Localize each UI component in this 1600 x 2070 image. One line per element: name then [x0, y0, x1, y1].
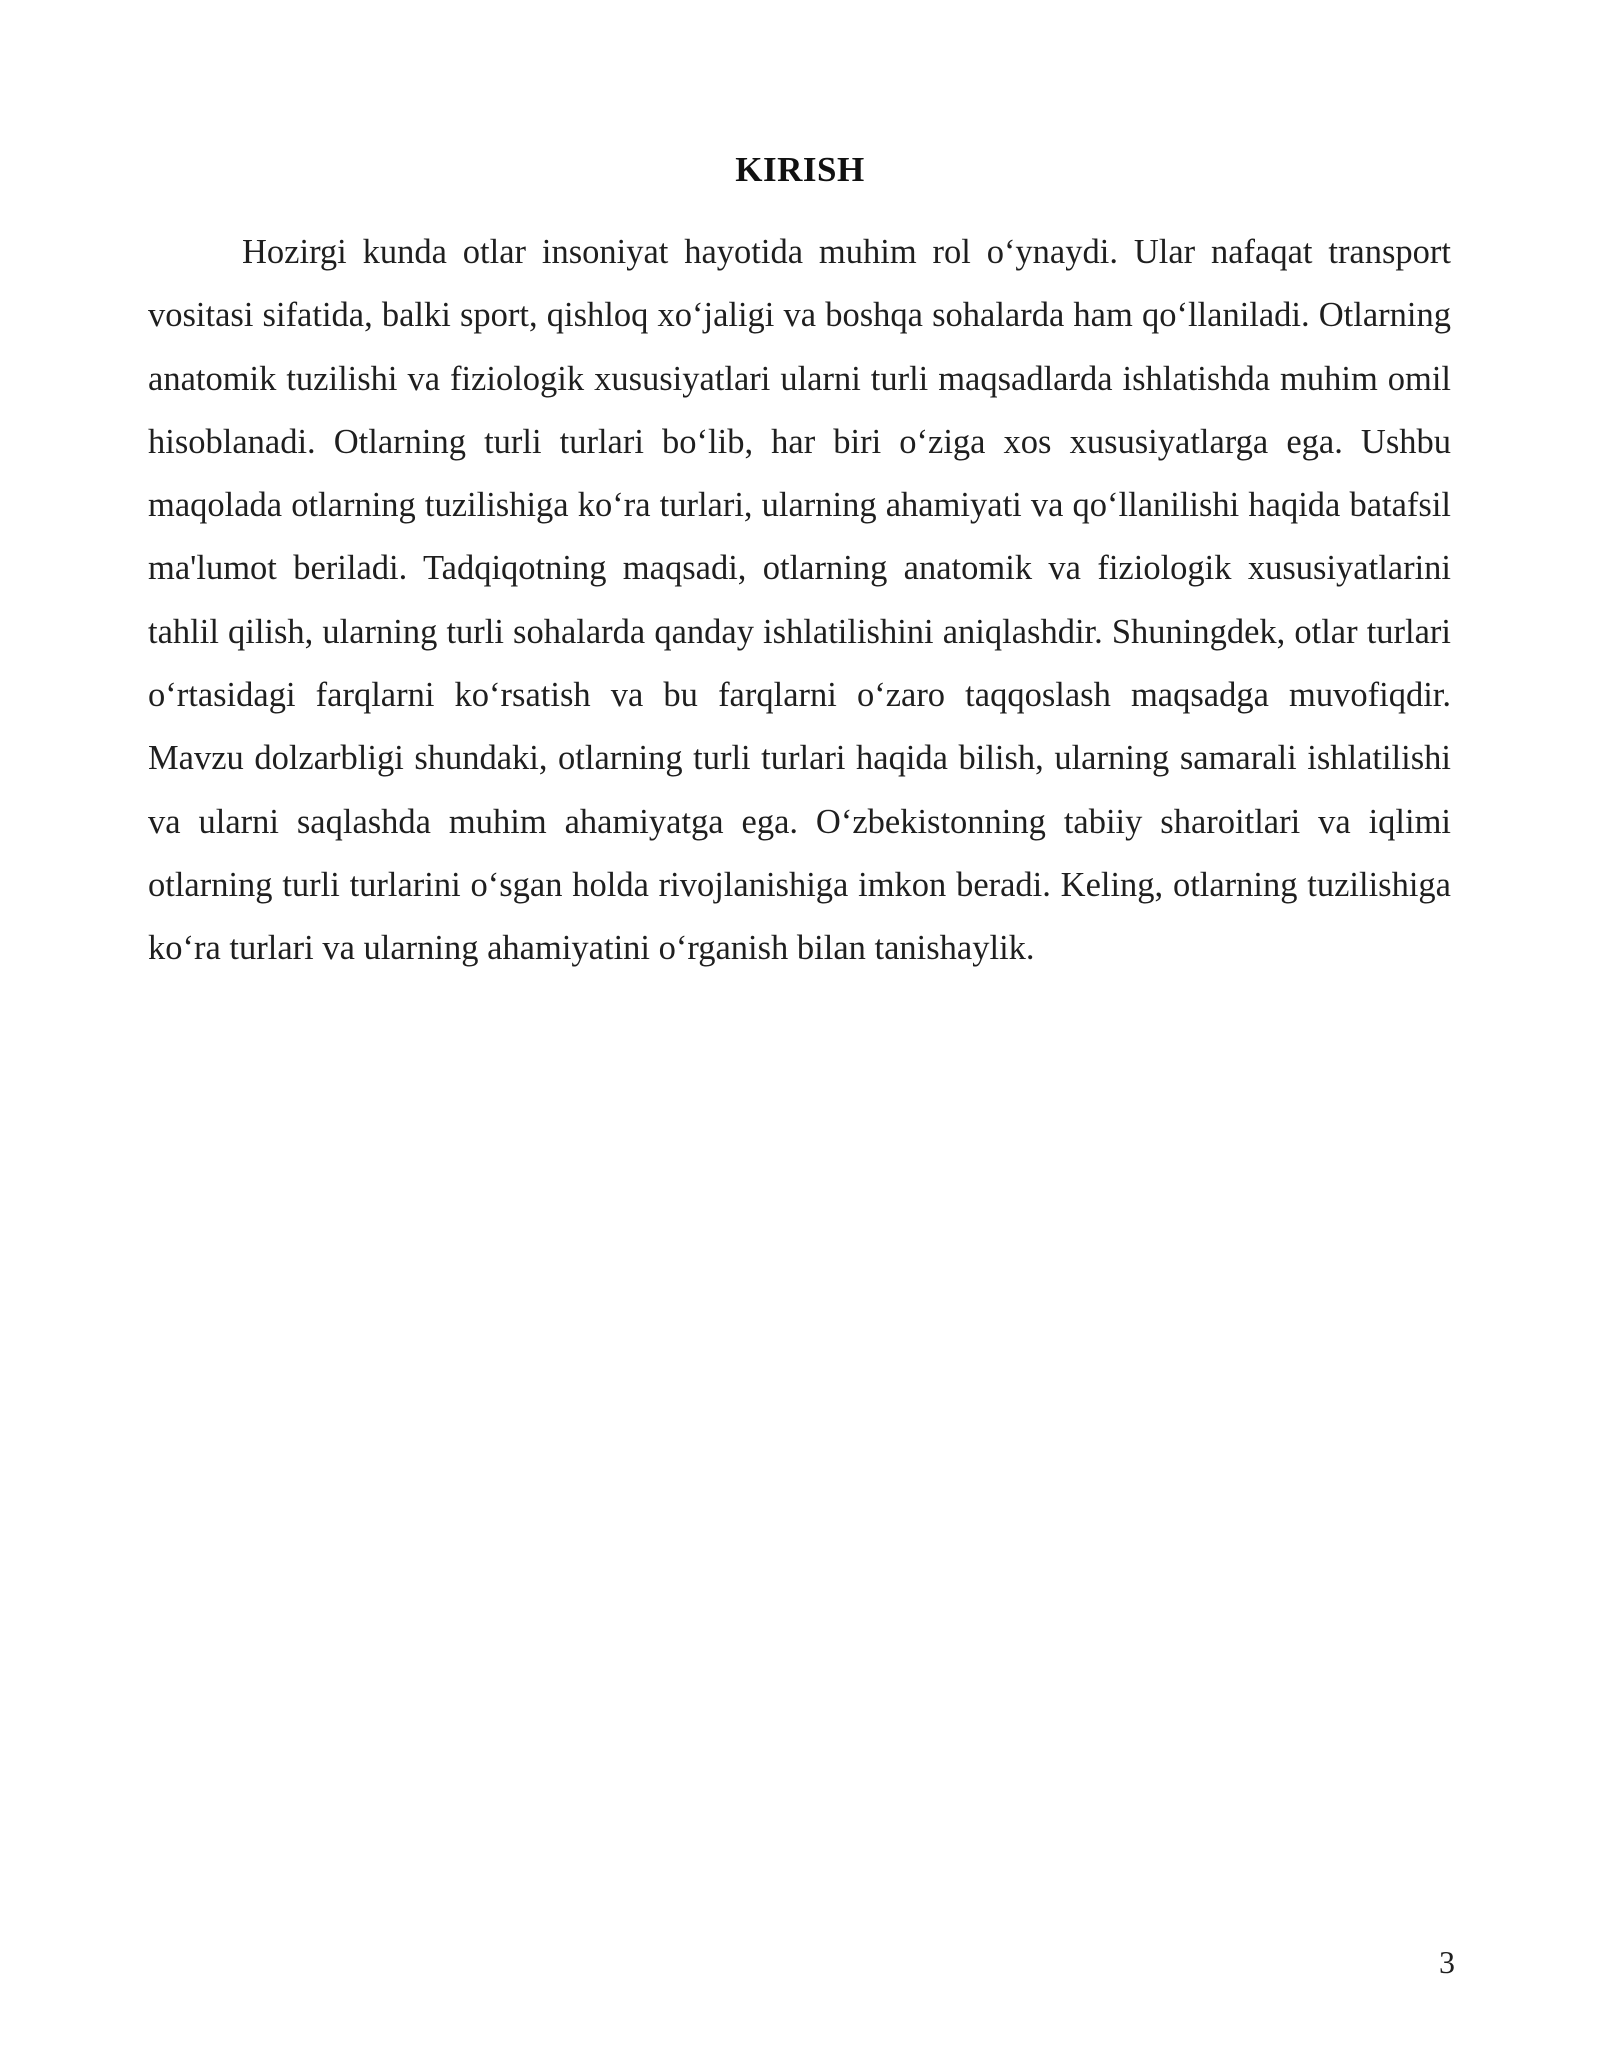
page-number: 3 — [1439, 1944, 1455, 1980]
section-heading: KIRISH — [735, 150, 865, 189]
body-paragraph: Hozirgi kunda otlar insoniyat hayotida muhim rol o‘ynaydi. Ular nafaqat transport vositasi sifatida, balki sport, qishloq xo‘jaligi va boshqa sohalarda ham qo‘llaniladi. Otlarning anatomik tuzilishi va fiziologik xususiyatlari ularni turli maqsadlarda ishlatishda muhim omil hisoblanadi. Otlarning turli turlari bo‘lib, har biri o‘ziga xos xususiyatlarga ega. Ushbu maqolada otlarning tuzilishiga ko‘ra turlari, ularning ahamiyati va qo‘llanilishi haqida batafsil ma'lumot beriladi. Tadqiqotning maqsadi, otlarning anatomik va fiziologik xususiyatlarini tahlil qilish, ularning turli sohalarda qanday ishlatilishini aniqlashdir. Shuningdek, otlar turlari o‘rtasidagi farqlarni ko‘rsatish va bu farqlarni o‘zaro taqqoslash maqsadga muvofiqdir. Mavzu dolzarbligi shundaki, otlarning turli turlari haqida bilish, ularning samarali ishlatilishi va ularni saqlashda muhim ahamiyatga ega. O‘zbekistonning tabiiy sharoitlari va iqlimi otlarning turli turlarini o‘sgan holda rivojlanishiga imkon beradi. Keling, otlarning tuzilishiga ko‘ra turlari va ularning ahamiyatini o‘rganish bilan tanishaylik. — [148, 233, 1451, 968]
